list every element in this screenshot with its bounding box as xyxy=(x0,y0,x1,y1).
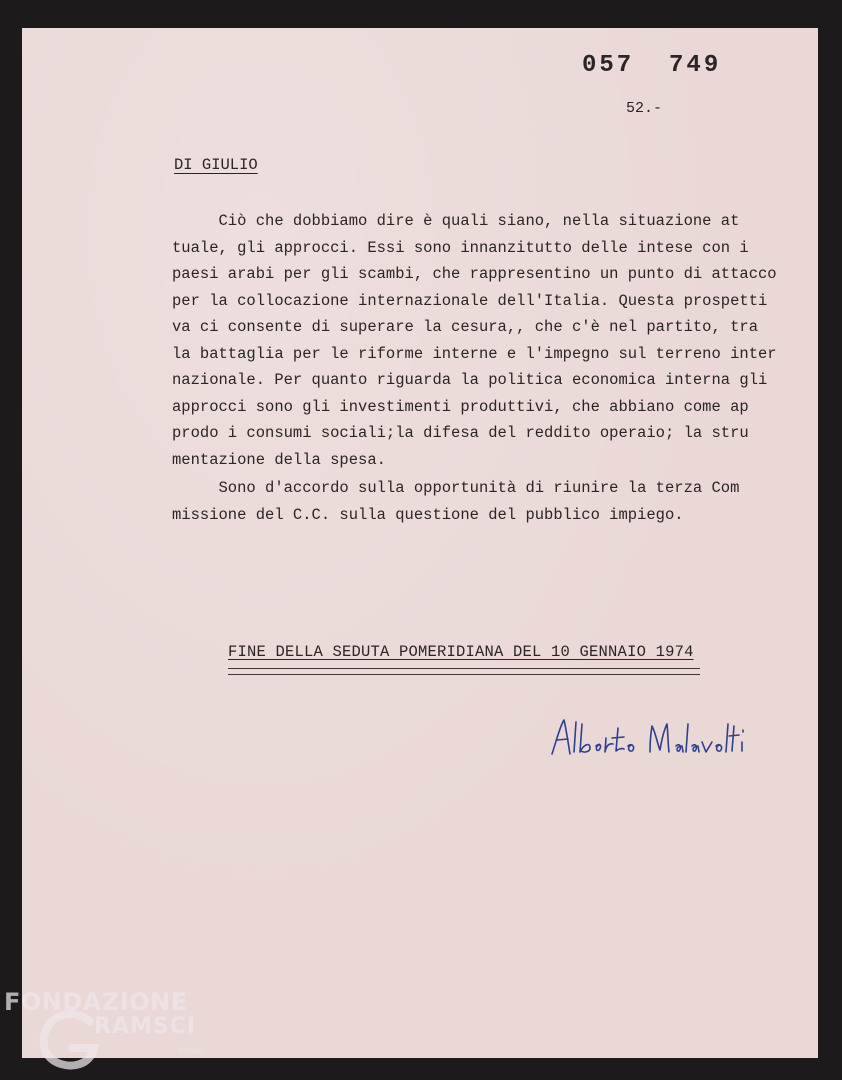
watermark-line-1: FONDAZIONE xyxy=(4,988,188,1016)
page-number: 52.- xyxy=(626,100,663,117)
text-line: la battaglia per le riforme interne e l'impegno sul terreno inter xyxy=(172,344,777,363)
document-number: 057 749 xyxy=(582,52,722,79)
session-closing-line: FINE DELLA SEDUTA POMERIDIANA DEL 10 GENNAIO 1974 xyxy=(228,643,694,661)
fondazione-gramsci-watermark xyxy=(4,988,214,1074)
gramsci-logo-g-icon xyxy=(36,1008,102,1070)
double-underline-rule xyxy=(228,668,700,675)
text-line: tuale, gli approcci. Essi sono innanzitutto delle intese con i xyxy=(172,238,749,257)
document-body xyxy=(172,208,794,528)
text-line: Sono d'accordo sulla opportunità di riunire la terza Com xyxy=(172,479,740,497)
document-page xyxy=(22,28,818,1058)
text-line: Ciò che dobbiamo dire è quali siano, nella situazione at xyxy=(172,212,740,230)
text-line: missione del C.C. sulla questione del pubblico impiego. xyxy=(172,505,684,524)
text-line: paesi arabi per gli scambi, che rappresentino un punto di attacco xyxy=(172,265,777,283)
text-line: per la collocazione internazionale dell'Italia. Questa prospetti xyxy=(172,291,768,310)
text-line: va ci consente di superare la cesura,, che c'è nel partito, tra xyxy=(172,318,758,336)
watermark-line-2: RAMSCI xyxy=(94,1014,197,1039)
watermark-suffix: onlus xyxy=(178,1046,205,1057)
text-line: mentazione della spesa. xyxy=(172,450,386,469)
handwritten-signature xyxy=(546,716,746,760)
text-line: approcci sono gli investimenti produttivi, che abbiano come ap xyxy=(172,397,749,416)
speaker-heading: DI GIULIO xyxy=(174,156,258,174)
paragraph xyxy=(172,475,794,528)
text-line: prodo i consumi sociali;la difesa del reddito operaio; la stru xyxy=(172,424,749,442)
text-line: nazionale. Per quanto riguarda la politica economica interna gli xyxy=(172,371,768,389)
paragraph xyxy=(172,208,794,473)
